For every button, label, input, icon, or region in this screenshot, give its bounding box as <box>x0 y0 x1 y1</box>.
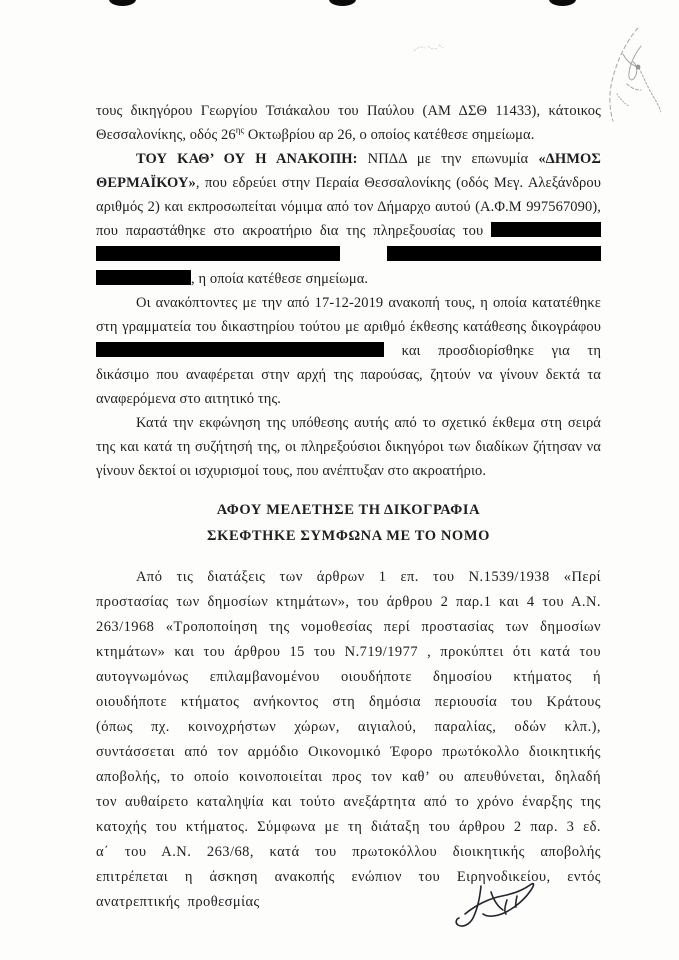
vertical-spacer <box>96 549 601 565</box>
body-text: και προσδιορίσθηκε για τη δικάσιμο που αναφέρεται στην αρχή της παρούσας, ζητούν να γίνουν δεκτά τα αναφερόμενα στο αιτητικό της. <box>96 343 601 407</box>
paragraph <box>96 291 601 411</box>
body-text: ΝΠΔΔ με την επωνυμία <box>367 151 539 167</box>
redaction-bar <box>96 270 191 285</box>
redaction-bar <box>96 246 340 261</box>
paragraph <box>96 147 601 291</box>
bold-text: ΤΟΥ ΚΑΘ’ ΟΥ Η ΑΝΑΚΟΠΗ: <box>136 151 368 167</box>
body-text <box>340 247 387 263</box>
bold-text: «ΔΗΜΟΣ ΘΕΡΜΑΪΚΟΥ» <box>96 151 601 191</box>
paragraph <box>96 99 601 147</box>
body-text: Οκτωβρίου αρ 26, ο οποίος κατέθεσε σημείωμα. <box>244 127 535 143</box>
body-text: , η οποία κατέθεσε σημείωμα. <box>191 271 369 287</box>
section-heading: ΑΦΟΥ ΜΕΛΕΤΗΣΕ ΤΗ ΔΙΚΟΓΡΑΦΙΑ <box>216 502 481 518</box>
binding-dot <box>109 0 136 6</box>
section-heading: ΣΚΕΦΤΗΚΕ ΣΥΜΦΩΝΑ ΜΕ ΤΟ ΝΟΜΟ <box>207 528 490 544</box>
binding-dot <box>329 0 356 6</box>
paragraph <box>96 411 601 483</box>
pencil-smudge <box>412 42 446 56</box>
paragraph <box>96 565 601 915</box>
redaction-bar <box>96 342 384 357</box>
vertical-spacer <box>96 483 601 497</box>
redaction-bar <box>387 246 601 261</box>
document-body <box>96 99 601 915</box>
body-text: τους δικηγόρου Γεωργίου Τσιάκαλου του Παύλου (ΑΜ ΔΣΘ 11433), κάτοικος Θεσσαλονίκης, οδός 26 <box>96 103 601 143</box>
body-text: Από τις διατάξεις των άρθρων 1 επ. του Ν.1539/1938 «Περί προστασίας των δημοσίων κτημάτων», του άρθρου 2 παρ.1 και 4 του Α.Ν. 263/1968 «Τροποποίηση της νομοθεσίας περί προστασίας των δημοσίων κτημάτων» και του άρθρου 15 του Ν.719/1977 , προκύπτει ότι κατά του αυτογνωμόνως επιλαμβανομένου οιουδήποτε δημοσίου κτήματος ή οιουδήποτε κτήματος ανήκοντος στη δημόσια περιουσία του Κράτους (όπως πχ. κοινοχρήστων χώρων, αιγιαλού, παραλίας, οδών κλπ.), συντάσσεται από τον αρμόδιο Οικονομικό Έφορο πρωτόκολλο διοικητικής αποβολής, το οποίο κοινοποιείται προς τον καθ’ ου απευθύνεται, δηλαδή τον αυθαίρετο καταληψία και τούτο ανεξάρτητα από το χρόνο έναρξης της κατοχής του κτήματος. Σύμφωνα με τη διάταξη του άρθρου 2 παρ. 3 εδ. α΄ του Α.Ν. 263/68, κατά του πρωτοκόλλου διοικητικής αποβολής επιτρέπεται η άσκηση ανακοπής ενώπιον του Ειρηνοδικείου, εντός ανατρεπτικής προθεσμίας <box>96 569 601 910</box>
superscript-text: ης <box>235 125 245 136</box>
signature-mark <box>447 876 547 940</box>
body-text: , που εδρεύει στην Περαία Θεσσαλονίκης (οδός Μεγ. Αλεξάνδρου αριθμός 2) και εκπροσωπείται νόμιμα από τον Δήμαρχο αυτού (Α.Φ.Μ 997567090), που παραστάθηκε στο ακροατήριο δια της πληρεξουσίας του <box>96 175 601 239</box>
body-text: Κατά την εκφώνηση της υπόθεσης αυτής από το σχετικό έκθεμα στη σειρά της και κατά τη συζήτησή της, οι πληρεξούσιοι δικηγόροι των διαδίκων ζήτησαν να γίνουν δεκτοί οι ισχυρισμοί τους, που ανέπτυξαν στο ακροατήριο. <box>96 415 601 479</box>
binding-dot <box>549 0 576 6</box>
redaction-bar <box>491 222 601 237</box>
body-text: Οι ανακόπτοντες με την από 17-12-2019 ανακοπή τους, η οποία κατατέθηκε στη γραμματεία του δικαστηρίου τούτου με αριθμό έκθεσης κατάθεσης δικογράφου <box>96 295 601 335</box>
